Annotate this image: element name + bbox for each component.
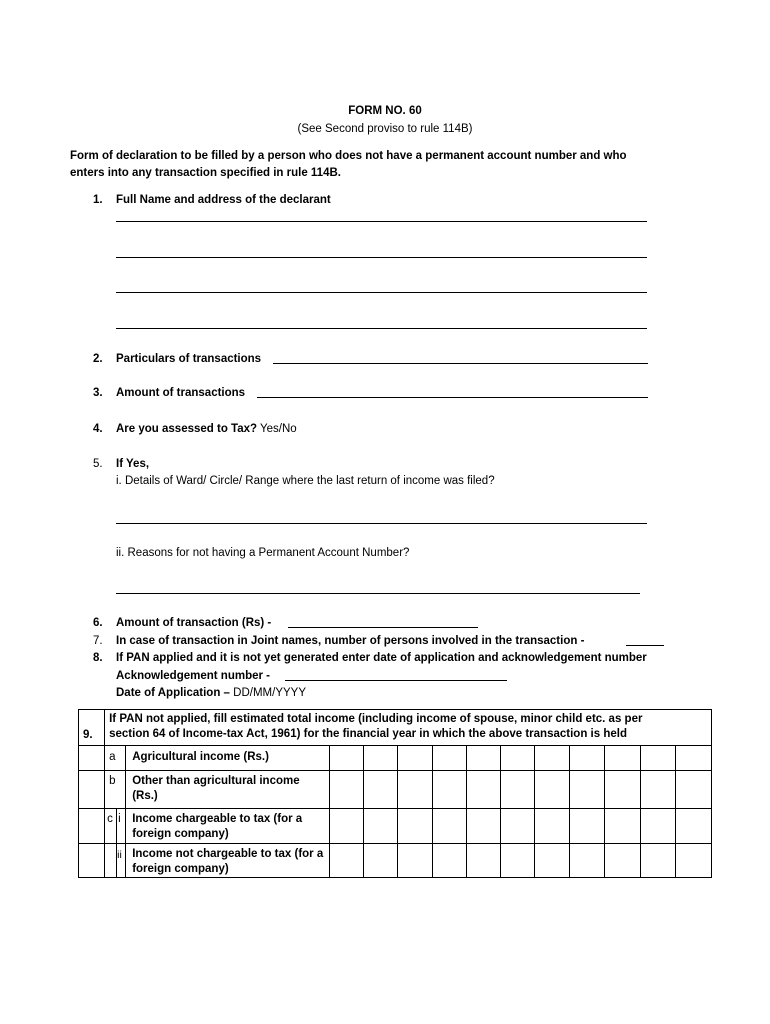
income-input-cell[interactable] — [432, 809, 466, 844]
item-8-label: If PAN applied and it is not yet generated enter date of application and acknowledgement number — [116, 652, 647, 664]
row-key — [105, 844, 117, 878]
income-input-cell[interactable] — [364, 844, 398, 878]
item-3-label: Amount of transactions — [116, 387, 246, 399]
income-input-cell[interactable] — [466, 809, 500, 844]
income-input-cell[interactable] — [640, 771, 675, 809]
amount-field[interactable] — [257, 397, 648, 398]
income-input-cell[interactable] — [570, 771, 605, 809]
item-3-number: 3. — [93, 387, 103, 399]
table-cell — [79, 746, 105, 771]
income-input-cell[interactable] — [640, 809, 675, 844]
item-5-sub-i: i. Details of Ward/ Circle/ Range where the last return of income was filed? — [116, 475, 495, 487]
table-header-line-1: If PAN not applied, fill estimated total income (including income of spouse, minor child etc. as per — [109, 713, 643, 725]
form-subtitle: (See Second proviso to rule 114B) — [297, 123, 473, 135]
address-line-1[interactable] — [116, 221, 647, 222]
income-input-cell[interactable] — [466, 771, 500, 809]
table-cell — [79, 771, 105, 809]
income-input-cell[interactable] — [535, 746, 570, 771]
address-line-3[interactable] — [116, 292, 647, 293]
income-input-cell[interactable] — [675, 809, 711, 844]
item-2-number: 2. — [93, 353, 103, 365]
acknowledgement-label: Acknowledgement number - — [116, 670, 270, 682]
income-input-cell[interactable] — [605, 809, 640, 844]
income-input-cell[interactable] — [432, 844, 466, 878]
income-input-cell[interactable] — [640, 746, 675, 771]
income-input-cell[interactable] — [535, 771, 570, 809]
income-input-cell[interactable] — [605, 844, 640, 878]
joint-persons-field[interactable] — [626, 645, 664, 646]
table-row — [79, 809, 712, 844]
row-label: Other than agricultural income (Rs.) — [126, 771, 330, 809]
income-input-cell[interactable] — [466, 844, 500, 878]
income-input-cell[interactable] — [398, 844, 432, 878]
transaction-amount-field[interactable] — [288, 627, 478, 628]
item-5-label: If Yes, — [116, 458, 150, 470]
income-input-cell[interactable] — [535, 809, 570, 844]
income-input-cell[interactable] — [500, 844, 534, 878]
income-input-cell[interactable] — [432, 771, 466, 809]
table-header — [105, 710, 712, 746]
income-input-cell[interactable] — [500, 746, 534, 771]
table-number-9: 9. — [79, 710, 105, 746]
table-cell — [79, 844, 105, 878]
income-input-cell[interactable] — [330, 809, 364, 844]
row-key: a — [105, 746, 126, 771]
ward-details-field[interactable] — [116, 523, 647, 524]
income-input-cell[interactable] — [432, 746, 466, 771]
item-2-label: Particulars of transactions — [116, 353, 262, 365]
income-input-cell[interactable] — [570, 809, 605, 844]
income-input-cell[interactable] — [364, 746, 398, 771]
income-input-cell[interactable] — [398, 771, 432, 809]
date-of-application-field[interactable]: DD/MM/YYYY — [233, 687, 306, 699]
address-line-2[interactable] — [116, 257, 647, 258]
item-1-label: Full Name and address of the declarant — [116, 194, 331, 206]
income-input-cell[interactable] — [675, 771, 711, 809]
item-7-label: In case of transaction in Joint names, number of persons involved in the transaction - — [116, 635, 585, 647]
income-input-cell[interactable] — [330, 844, 364, 878]
item-1-number: 1. — [93, 194, 103, 206]
income-input-cell[interactable] — [535, 844, 570, 878]
income-input-cell[interactable] — [570, 746, 605, 771]
intro-line-2: enters into any transaction specified in rule 114B. — [70, 167, 341, 179]
reasons-field[interactable] — [116, 593, 640, 594]
income-input-cell[interactable] — [330, 771, 364, 809]
table-row — [79, 844, 712, 878]
item-6-number: 6. — [93, 617, 103, 629]
income-input-cell[interactable] — [364, 809, 398, 844]
income-input-cell[interactable] — [364, 771, 398, 809]
income-input-cell[interactable] — [466, 746, 500, 771]
item-7-number: 7. — [93, 635, 103, 647]
table-header-line-2: section 64 of Income-tax Act, 1961) for the financial year in which the above transaction is held — [109, 728, 627, 740]
yes-no-option[interactable]: Yes/No — [260, 423, 297, 435]
date-label: Date of Application – — [116, 687, 230, 699]
item-8-number: 8. — [93, 652, 103, 664]
income-input-cell[interactable] — [605, 746, 640, 771]
form-title: FORM NO. 60 — [348, 105, 422, 117]
income-input-cell[interactable] — [398, 809, 432, 844]
row-label: Income not chargeable to tax (for a foreign company) — [126, 844, 330, 878]
item-6-label: Amount of transaction (Rs) - — [116, 617, 272, 629]
row-key: b — [105, 771, 126, 809]
income-input-cell[interactable] — [675, 844, 711, 878]
acknowledgement-field[interactable] — [285, 680, 507, 681]
income-table — [78, 709, 712, 878]
income-input-cell[interactable] — [500, 771, 534, 809]
row-label: Agricultural income (Rs.) — [126, 746, 330, 771]
income-input-cell[interactable] — [330, 746, 364, 771]
income-input-cell[interactable] — [570, 844, 605, 878]
income-input-cell[interactable] — [398, 746, 432, 771]
intro-line-1: Form of declaration to be filled by a person who does not have a permanent account number and who — [70, 150, 627, 162]
item-4-label: Are you assessed to Tax? — [116, 423, 258, 435]
particulars-field[interactable] — [273, 363, 648, 364]
table-cell — [79, 809, 105, 844]
item-4-number: 4. — [93, 423, 103, 435]
income-input-cell[interactable] — [500, 809, 534, 844]
table-row — [79, 746, 712, 771]
row-sub: i — [117, 809, 126, 844]
date-row — [116, 685, 306, 701]
row-sub: ii — [117, 844, 126, 878]
item-5-number: 5. — [93, 458, 103, 470]
address-line-4[interactable] — [116, 328, 647, 329]
row-label: Income chargeable to tax (for a foreign company) — [126, 809, 330, 844]
item-5-sub-ii: ii. Reasons for not having a Permanent Account Number? — [116, 547, 410, 559]
table-row — [79, 771, 712, 809]
row-key: c — [105, 809, 117, 844]
income-input-cell[interactable] — [675, 746, 711, 771]
income-input-cell[interactable] — [640, 844, 675, 878]
item-4-row — [116, 421, 297, 437]
income-input-cell[interactable] — [605, 771, 640, 809]
